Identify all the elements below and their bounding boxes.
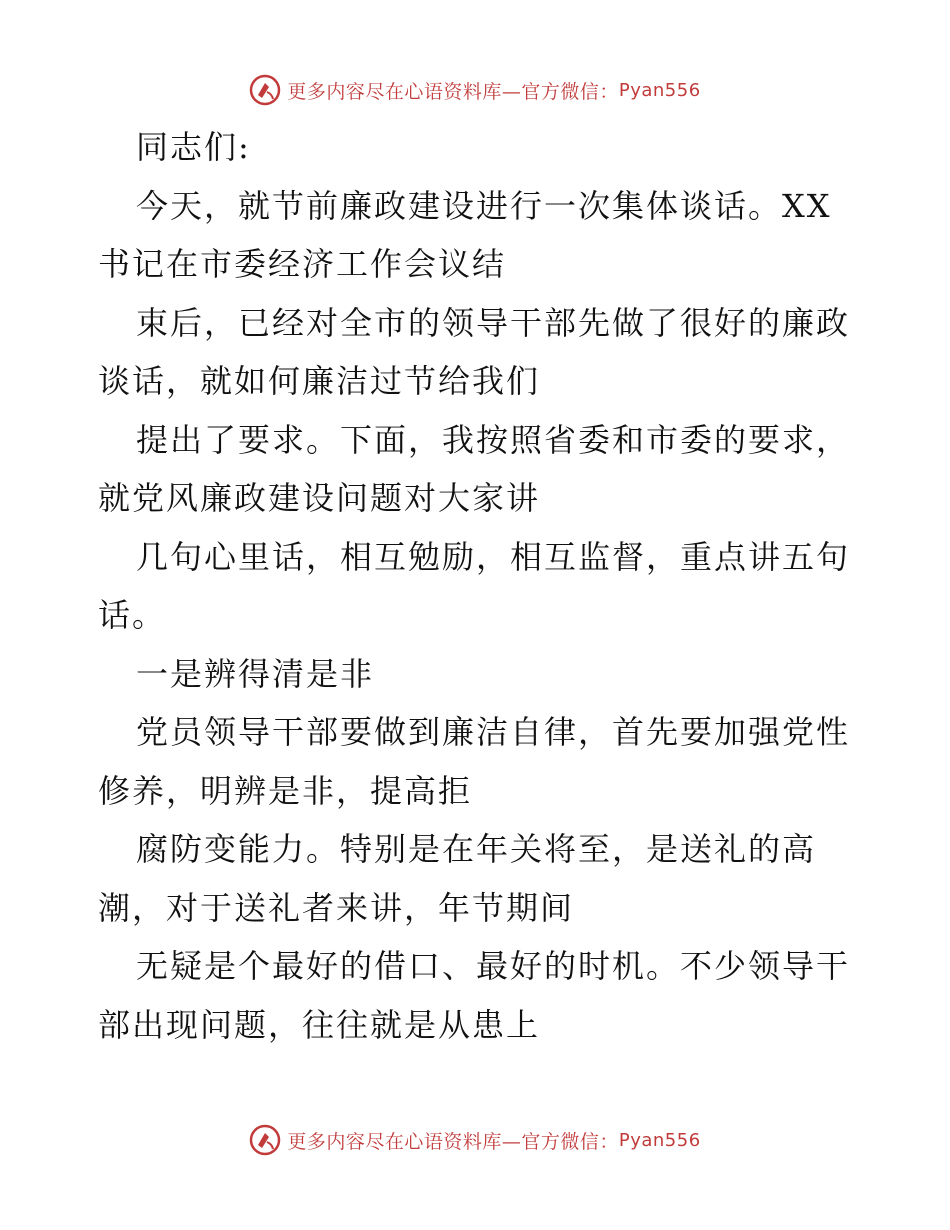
text-line: 无疑是个最好的借口、最好的时机。不少领导干 [136,947,851,985]
text-line: 束后，已经对全市的领导干部先做了很好的廉政 [136,303,851,342]
text-line: 今天，就节前廉政建设进行一次集体谈话。XX [136,186,832,225]
logo-icon [249,74,281,106]
logo-icon [249,1124,281,1156]
text-line: 潮，对于送礼者来讲，年节期间 [98,888,575,927]
banner-wechat-id: Pyan556 [618,79,701,101]
text-line: 话。 [98,596,167,634]
text-line: 修养，明辨是非，提高拒 [98,771,473,810]
document-body [98,118,858,1054]
text-line: 党员领导干部要做到廉洁自律，首先要加强党性 [136,713,851,751]
banner-text: 更多内容尽在心语资料库—官方微信： [287,1130,619,1153]
text-line: 几句心里话，相互勉励，相互监督，重点讲五句 [136,537,851,576]
section-heading: 一是辨得清是非 [136,654,375,693]
banner-text: 更多内容尽在心语资料库—官方微信： [287,80,619,103]
footer-banner [0,1120,950,1160]
text-line: 谈话，就如何廉洁过节给我们 [98,362,541,400]
header-banner [0,70,950,110]
text-line: 部出现问题，往往就是从患上 [98,1005,541,1044]
text-line: 就党风廉政建设问题对大家讲 [98,479,541,517]
banner-wechat-id: Pyan556 [618,1129,701,1151]
text-line: 同志们: [136,128,251,166]
text-line: 书记在市委经济工作会议结 [98,245,507,283]
text-line: 腐防变能力。特别是在年关将至，是送礼的高 [136,830,817,868]
text-line: 提出了要求。下面，我按照省委和市委的要求， [136,420,851,459]
